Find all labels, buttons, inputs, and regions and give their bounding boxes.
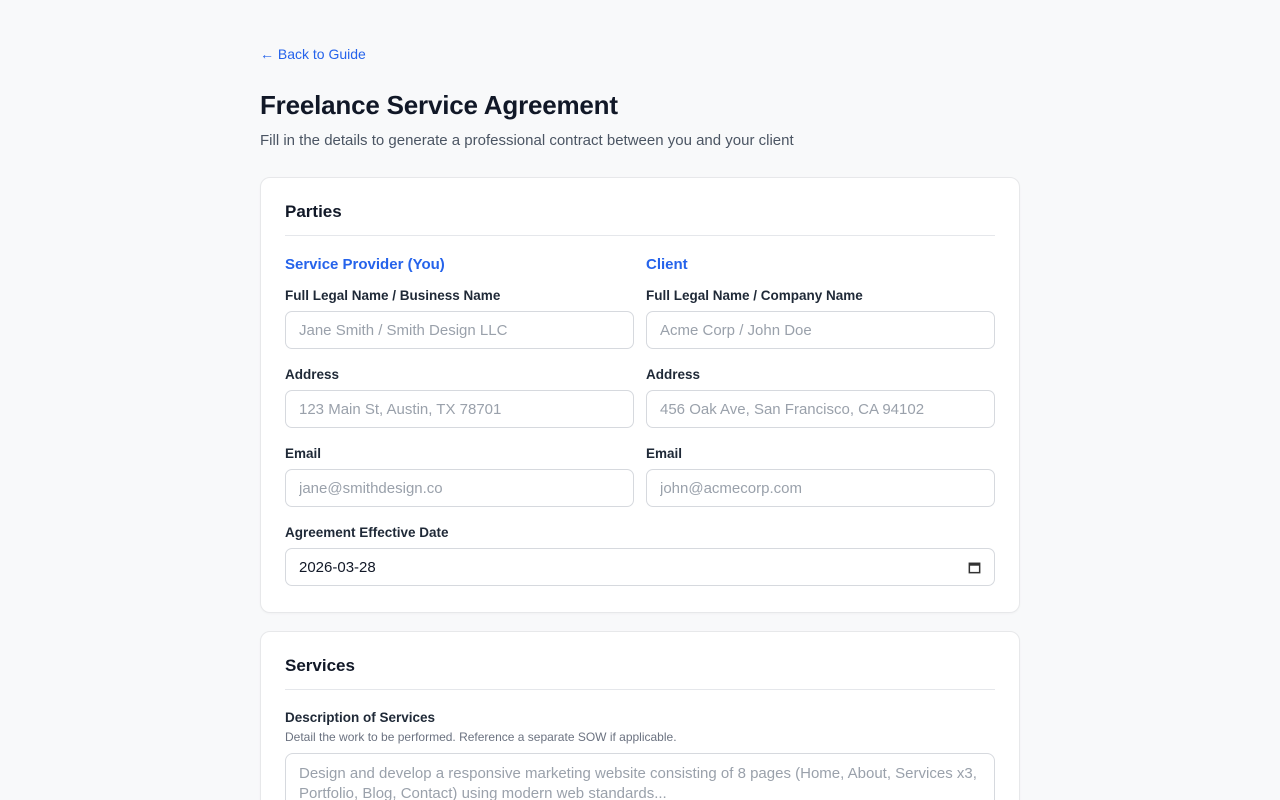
page-title: Freelance Service Agreement: [260, 90, 618, 120]
effective-date-label: Agreement Effective Date: [285, 525, 449, 540]
client-address-field: [646, 367, 995, 428]
client-email-input[interactable]: [646, 469, 995, 507]
client-email-label: Email: [646, 446, 683, 461]
parties-section-title: Parties: [285, 202, 995, 236]
provider-name-field: [285, 288, 634, 349]
parties-card: [260, 177, 1020, 613]
calendar-icon[interactable]: [966, 559, 982, 575]
services-section-title: Services: [285, 656, 995, 690]
back-to-guide-link[interactable]: ← Back to Guide: [260, 46, 366, 62]
provider-address-label: Address: [285, 367, 340, 382]
client-heading: Client: [646, 256, 688, 273]
effective-date-input[interactable]: [285, 548, 995, 586]
client-email-field: [646, 446, 995, 507]
client-column: [646, 256, 995, 525]
services-description-textarea[interactable]: [285, 753, 995, 800]
contract-form-page: [260, 0, 1020, 800]
effective-date-field: [285, 525, 995, 586]
services-description-label: Description of Services: [285, 710, 436, 725]
client-address-label: Address: [646, 367, 701, 382]
client-address-input[interactable]: [646, 390, 995, 428]
services-card: [260, 631, 1020, 800]
services-description-field: [285, 710, 995, 800]
provider-column: [285, 256, 634, 525]
provider-name-input[interactable]: [285, 311, 634, 349]
provider-email-label: Email: [285, 446, 322, 461]
services-description-helper: Detail the work to be performed. Reference a separate SOW if applicable.: [285, 730, 677, 744]
client-name-input[interactable]: [646, 311, 995, 349]
provider-name-label: Full Legal Name / Business Name: [285, 288, 501, 303]
client-name-label: Full Legal Name / Company Name: [646, 288, 863, 303]
provider-email-field: [285, 446, 634, 507]
provider-email-input[interactable]: [285, 469, 634, 507]
provider-address-field: [285, 367, 634, 428]
page-subtitle: Fill in the details to generate a professional contract between you and your client: [260, 132, 794, 149]
client-name-field: [646, 288, 995, 349]
provider-heading: Service Provider (You): [285, 256, 445, 273]
provider-address-input[interactable]: [285, 390, 634, 428]
